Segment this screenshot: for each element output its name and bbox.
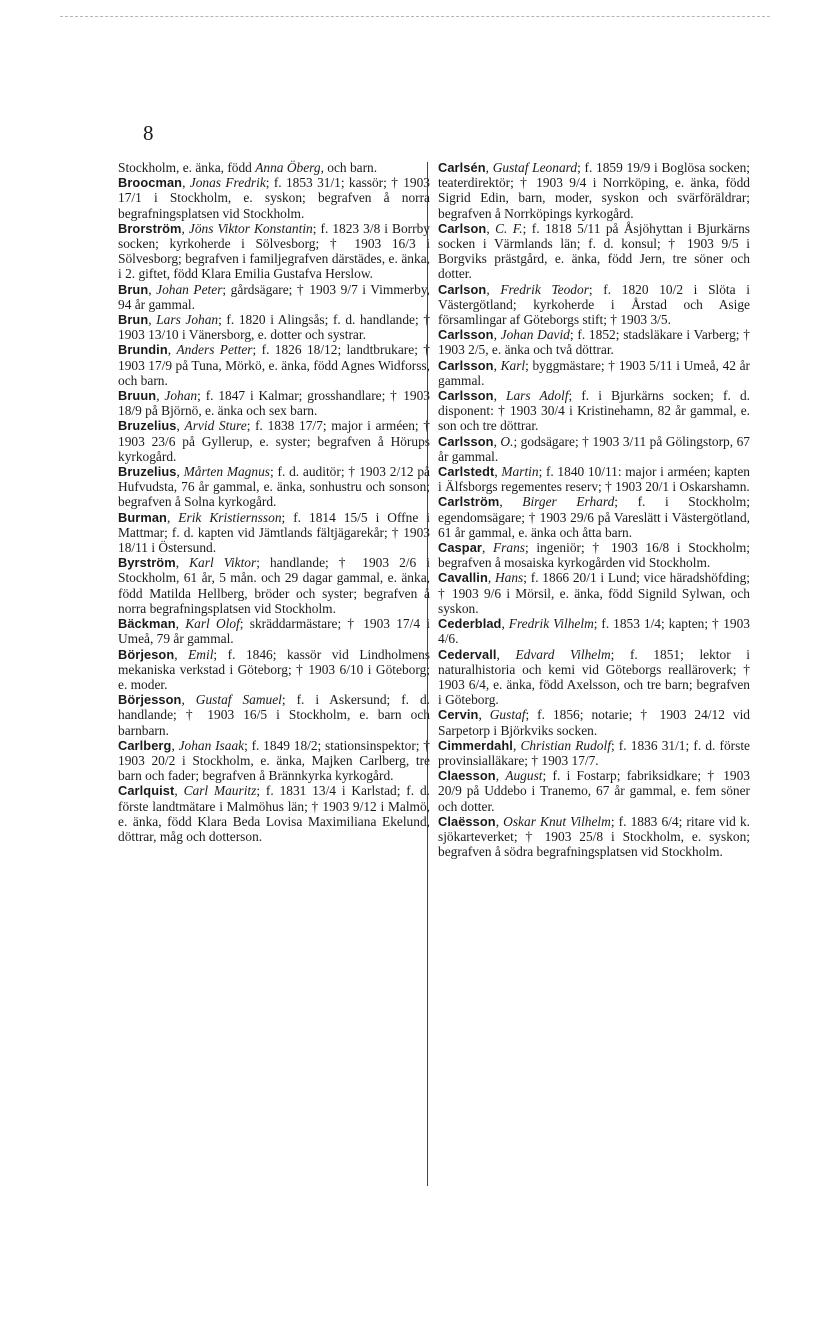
entry [438, 814, 750, 860]
entry-surname: Carlstedt [438, 464, 495, 480]
entry-separator: , [176, 464, 184, 480]
entry-details: ; f. 1826 18/12; landtbrukare; † 1903 17/9 på Tuna, Mörkö, e. änka, född Agnes Widforss, och barn. [118, 342, 430, 388]
entry [118, 342, 430, 388]
entry-details: ; f. 1820 10/2 i Slöta i Västergötland; kyrkoherde i Årstad och Asige församlingar af Göteborgs stift; † 1903 3/5. [438, 281, 750, 328]
entry-surname: Carlsén [438, 160, 486, 175]
entry [118, 418, 430, 464]
entry-surname: Claësson [438, 813, 496, 829]
entry-separator: , [171, 737, 179, 753]
entry [118, 282, 430, 312]
entry [118, 616, 430, 646]
entry-surname: Brun [118, 312, 149, 328]
entry-details: ; f. d. auditör; † 1903 2/12 på Hufvudsta, 76 år gammal, e. änka, sonhustru och sonson; begrafven å Solna kyrkogård. [118, 464, 430, 510]
entry [118, 221, 430, 282]
entry-details: ; f. 1859 19/9 i Boglösa socken; teaterdirektör; † 1903 9/4 i Norrköping, e. änka, född Sigrid Edin, barn, moder, syskon och svärföräldrar; begrafven å Norrköpings kyrkogård. [438, 160, 751, 221]
entry-details: ; f. 1847 i Kalmar; grosshandlare; † 1903 18/9 på Björnö, e. änka och sex barn. [118, 388, 430, 419]
entry-surname: Carlson [438, 220, 487, 236]
entry [438, 282, 750, 328]
entry [118, 738, 430, 784]
entry-separator: , [174, 646, 189, 662]
entry-given-name: Birger Erhard [522, 494, 615, 510]
entry-separator: , [493, 327, 501, 343]
entry-details: ; f. 1856; notarie; † 1903 24/12 vid Sarpetorp i Björkviks socken. [438, 707, 750, 738]
entry-details: ; handlande; † 1903 2/6 i Stockholm, 61 år, 5 mån. och 29 dagar gammal, e. änka, född Matilda Hellberg, bröder och syster; begrafven å norra begrafningsplatsen vid Stockholm. [118, 555, 430, 616]
entry-given-name: Edvard Vilhelm [515, 646, 611, 662]
entry-surname: Caspar [438, 540, 482, 556]
entry-given-name: Anders Petter [176, 342, 253, 358]
entry-details: ; f. 1836 31/1; f. d. förste provinsialläkare; † 1903 17/7. [438, 737, 751, 768]
entry-separator: , [148, 312, 157, 328]
entry-given-name: Frans [493, 540, 525, 556]
entry-given-name: C. F. [495, 220, 523, 236]
entry [438, 570, 750, 616]
entry-separator: , [176, 418, 185, 434]
right-column [438, 160, 750, 859]
entry-separator: , [181, 220, 189, 236]
entry-details: ; f. 1853 1/4; kapten; † 1903 4/6. [438, 616, 750, 647]
entry [438, 221, 750, 282]
entry-details: ; f. 1840 10/11: major i arméen; kapten i Älfsborgs regementes reserv; † 1903 20/1 i Oskarshamn. [438, 464, 750, 495]
entry-surname: Börjesson [118, 692, 182, 708]
entry [118, 510, 430, 556]
entry [438, 358, 750, 388]
entry [438, 388, 750, 434]
page-number: 8 [143, 121, 154, 145]
top-rule [60, 16, 770, 17]
entry-given-name: Johan Isaak [178, 737, 245, 753]
entry-given-name: Lars Johan [156, 312, 219, 328]
entry [438, 464, 750, 494]
entry-surname: Cimmerdahl [438, 737, 513, 753]
entry-given-name: Johan Peter [156, 281, 223, 297]
entry-separator: , [495, 768, 506, 784]
entry-given-name: Christian Rudolf [520, 737, 611, 753]
entry-surname: Cedervall [438, 646, 497, 662]
entry-surname: Bruzelius [118, 464, 177, 480]
entry [438, 738, 750, 768]
entry-separator: , [174, 783, 184, 799]
entry-details: ; f. 1838 17/7; major i arméen; † 1903 23/6 på Gyllerup, e. syster; begrafven å Hörups kyrkogård. [118, 418, 430, 464]
entry-details: ; f. 1852; stadsläkare i Varberg; † 1903 2/5, e. änka och två döttrar. [438, 327, 750, 358]
entry-details: ; byggmästare; † 1903 5/11 i Umeå, 42 år gammal. [438, 357, 750, 388]
entry-details: ; f. 1814 15/5 i Offne i Mattmar; f. d. kapten vid Jämtlands fältjägarekår; † 1903 18/11 i Östersund. [118, 509, 430, 556]
entry-surname: Carlström [438, 494, 500, 510]
entry-details: ; skräddarmästare; † 1903 17/4 i Umeå, 79 år gammal. [118, 616, 430, 647]
entry-given-name: August [505, 768, 543, 784]
entry [438, 327, 750, 357]
entry-given-name: O. [500, 433, 514, 449]
entry-separator: , [493, 388, 507, 404]
left-entries [118, 175, 430, 844]
entry-details: ; godsägare; † 1903 3/11 på Gölingstorp, 67 år gammal. [438, 433, 750, 464]
entry-details: ; f. 1831 13/4 i Karlstad; f. d. förste landtmätare i Malmöhus län; † 1903 9/12 i Malmö, e. änka, född Klara Beda Lovisa Maximiliana Ekelund, döttrar, måg och dotterson. [118, 783, 430, 844]
entry-given-name: Lars Adolf [506, 388, 569, 404]
entry-details: ; f. 1883 6/4; ritare vid k. sjökarteverket; † 1903 25/8 i Stockholm, e. syskon; begrafven å södra begrafningsplatsen vid Stockholm. [438, 813, 751, 860]
entry-surname: Byrström [118, 555, 176, 571]
entry [118, 464, 430, 510]
entry-details: ; f. i Stockholm; egendomsägare; † 1903 29/6 på Vareslätt i Västergötland, 61 år gammal, e. änka och åtta barn. [438, 494, 750, 540]
entry [438, 647, 750, 708]
entry-given-name: Carl Mauritz [183, 783, 257, 799]
entry-surname: Cederblad [438, 616, 502, 632]
entry-given-name: Johan David [500, 327, 570, 343]
entry-separator: , [478, 707, 490, 723]
entry-given-name: Oskar Knut Vilhelm [503, 813, 611, 829]
column-divider [427, 162, 428, 1186]
entry-given-name: Fredrik Teodor [500, 281, 589, 297]
entry-surname: Bäckman [118, 616, 176, 632]
entry-given-name: Fredrik Vilhelm [508, 616, 594, 632]
entry-separator: , [486, 220, 496, 236]
entry-surname: Brundin [118, 342, 168, 358]
entry [438, 494, 750, 540]
entry-surname: Bruun [118, 388, 157, 404]
entry-surname: Carlquist [118, 783, 175, 799]
entry-separator: , [175, 616, 186, 632]
entry-details: ; gårdsägare; † 1903 9/7 i Vimmerby, 94 år gammal. [118, 281, 430, 312]
entry-details: ; f. 1823 3/8 i Borrby socken; kyrkoherde i Sölvesborg; † 1903 16/3 i Sölvesborg; begrafven i familjegrafven därstädes, e. änka, i 2. giftet, född Klara Emilia Gustafva Herslow. [118, 220, 430, 282]
entry-separator: , [182, 175, 190, 191]
entry-separator: , [487, 570, 495, 586]
entry-details: ; ingeniör; † 1903 16/8 i Stockholm; begrafven å mosaiska kyrkogården vid Stockholm. [438, 540, 750, 571]
entry-separator: , [167, 342, 177, 358]
entry-given-name: Erik Kristiernsson [178, 509, 282, 525]
entry-surname: Carlsson [438, 357, 494, 373]
entry-separator: , [148, 281, 157, 297]
entry-details: ; f. i Bjurkärns socken; f. d. disponent: † 1903 30/4 i Kristinehamn, 82 år gammal, e. son och tre döttrar. [438, 388, 750, 434]
entry-given-name: Karl [500, 357, 526, 373]
continuation-name: Anna Öberg [255, 160, 321, 175]
entry-surname: Carlsson [438, 388, 494, 404]
entry [118, 555, 430, 616]
entry-surname: Cervin [438, 707, 479, 723]
entry-surname: Carlsson [438, 327, 494, 343]
entry-given-name: Martin [501, 464, 539, 480]
entry-surname: Carlberg [118, 737, 172, 753]
entry-surname: Burman [118, 509, 167, 525]
entry-separator: , [482, 540, 493, 556]
entry-given-name: Karl Viktor [189, 555, 257, 571]
entry-separator: , [485, 160, 493, 175]
entry-separator: , [501, 616, 509, 632]
entry-separator: , [156, 388, 165, 404]
entry [438, 160, 750, 221]
entry-details: ; f. 1851; lektor i naturalhistoria och kemi vid Göteborgs realläroverk; † 1903 6/4, e. änka, född Axelsson, och tre barn; begrafven i Göteborg. [438, 646, 750, 708]
continuation-text: , och barn. [320, 160, 378, 175]
entry-details: ; f. 1853 31/1; kassör; † 1903 17/1 i Stockholm, e. syskon; begrafven å norra begrafningsplatsen vid Stockholm. [118, 175, 430, 221]
entry-separator: , [496, 646, 516, 662]
entry-given-name: Gustaf Leonard [492, 160, 578, 175]
entry-separator: , [493, 357, 501, 373]
entry-surname: Brun [118, 281, 149, 297]
entry-separator: , [495, 813, 504, 829]
entry-separator: , [181, 692, 196, 708]
entry-surname: Brorström [118, 220, 182, 236]
right-entries [438, 160, 750, 859]
entry-separator: , [499, 494, 523, 510]
entry [118, 312, 430, 342]
entry-given-name: Gustaf [489, 707, 526, 723]
entry-details: ; f. 1846; kassör vid Lindholmens mekaniska verkstad i Göteborg; † 1903 6/10 i Göteborg; e. moder. [118, 646, 430, 692]
entry [438, 616, 750, 646]
entry-given-name: Jöns Viktor Konstantin [188, 220, 313, 236]
entry-given-name: Gustaf Samuel [195, 692, 282, 708]
entry-given-name: Johan [164, 388, 198, 404]
entry-surname: Broocman [118, 175, 183, 191]
entry-separator: , [512, 737, 521, 753]
entry [118, 388, 430, 418]
entry-details: ; f. i Askersund; f. d. handlande; † 1903 16/5 i Stockholm, e. barn och barnbarn. [118, 692, 431, 738]
entry [118, 647, 430, 693]
entry-separator: , [494, 464, 502, 480]
entry-given-name: Arvid Sture [184, 418, 247, 434]
entry-separator: , [166, 509, 179, 525]
entry-details: ; f. i Fostarp; fabriksidkare; † 1903 20/9 på Uddebo i Tranemo, 67 år gammal, e. fem söner och dotter. [438, 768, 750, 814]
entry-given-name: Mårten Magnus [183, 464, 270, 480]
entry-given-name: Karl Olof [185, 616, 240, 632]
entry [438, 768, 750, 814]
entry-details: ; f. 1849 18/2; stationsinspektor; † 1903 20/2 i Stockholm, e. änka, Majken Carlberg, tre barn och fader; begrafven å Brännkyrka kyrkogård. [118, 737, 431, 784]
entry [438, 540, 750, 570]
entry-given-name: Hans [495, 570, 524, 586]
entry [118, 175, 430, 221]
entry-surname: Carlsson [438, 433, 494, 449]
entry-details: ; f. 1818 5/11 på Åsjöhyttan i Bjurkärns socken i Värmlands län; f. d. konsul; † 1903 9/5 i Borgviks prästgård, e. änka, född Jern, tre söner och dotter. [438, 220, 750, 282]
entry-surname: Claesson [438, 768, 496, 784]
left-continuation [118, 160, 430, 175]
entry [438, 434, 750, 464]
entry-surname: Börjeson [118, 646, 175, 662]
entry-given-name: Emil [188, 646, 214, 662]
entry [118, 783, 430, 844]
left-column [118, 160, 430, 844]
entry-details: ; f. 1866 20/1 i Lund; vice häradshöfding; † 1903 9/6 i Mörsil, e. änka, född Signild Sylwan, och syskon. [438, 570, 750, 616]
entry-surname: Cavallin [438, 570, 488, 586]
entry-separator: , [175, 555, 190, 571]
continuation-text: Stockholm, e. änka, född [118, 160, 256, 175]
entry-surname: Bruzelius [118, 418, 177, 434]
entry-surname: Carlson [438, 281, 487, 297]
entry-separator: , [493, 433, 501, 449]
entry-separator: , [486, 281, 501, 297]
entry [438, 707, 750, 737]
entry [118, 692, 430, 738]
entry-details: ; f. 1820 i Alingsås; f. d. handlande; † 1903 13/10 i Vänersborg, e. dotter och systrar. [118, 312, 431, 343]
entry-given-name: Jonas Fredrik [189, 175, 266, 191]
